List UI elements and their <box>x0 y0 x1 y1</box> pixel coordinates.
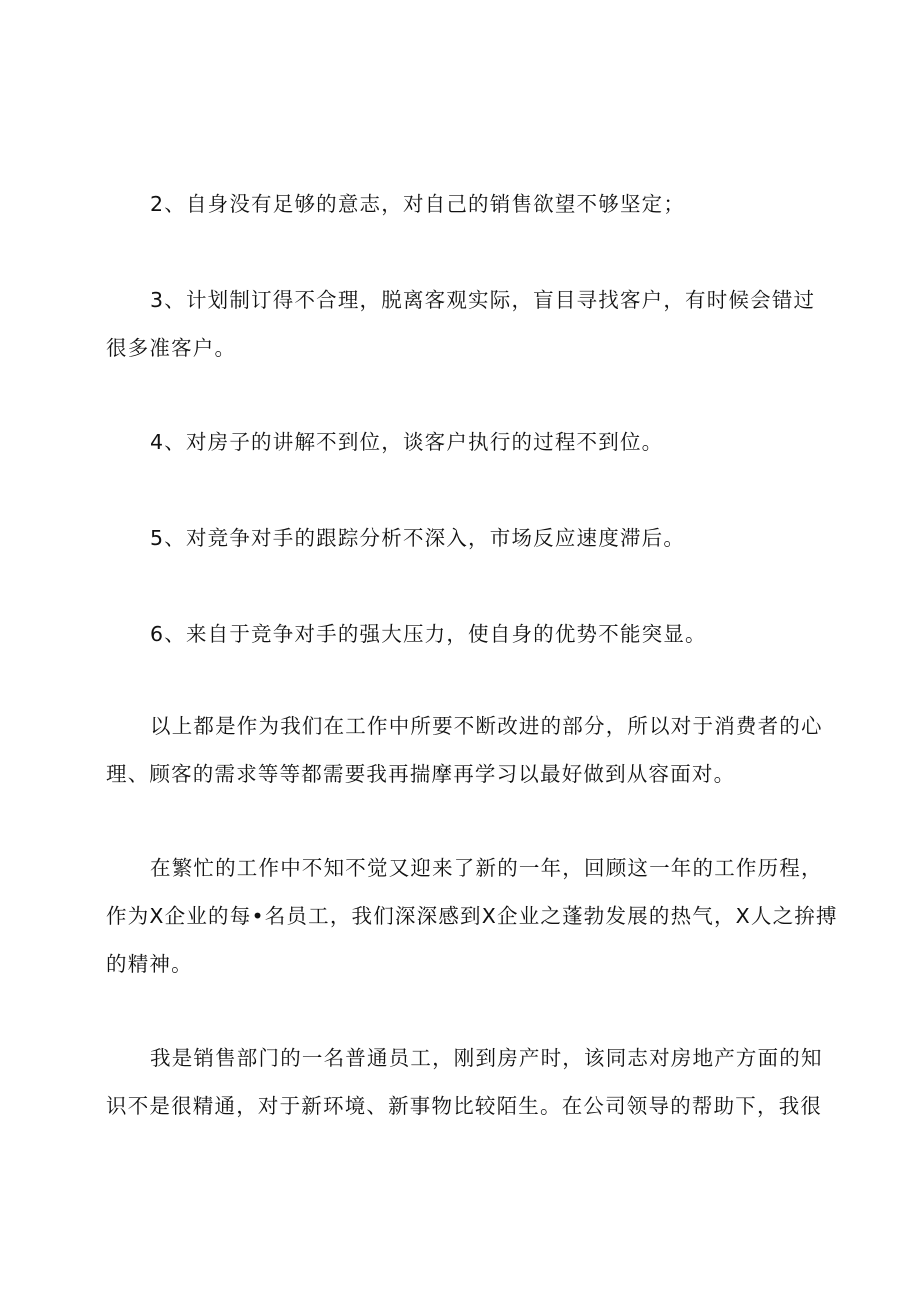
paragraph-line: 6、来自于竞争对手的强大压力，使自身的优势不能突显。 <box>150 622 707 646</box>
paragraph-line: 的精神。 <box>106 952 193 976</box>
paragraph-new-year <box>106 844 838 988</box>
paragraph-item-2 <box>150 180 685 228</box>
paragraph-line: 在繁忙的工作中不知不觉又迎来了新的一年，回顾这一年的工作历程， <box>150 856 823 880</box>
paragraph-sales-intro <box>106 1034 823 1130</box>
paragraph-summary <box>106 702 823 798</box>
paragraph-line: 2、自身没有足够的意志，对自己的销售欲望不够坚定； <box>150 192 686 216</box>
paragraph-line: 5、对竞争对手的跟踪分析不深入，市场反应速度滞后。 <box>150 526 686 550</box>
paragraph-item-6 <box>150 610 707 658</box>
paragraph-line: 3、计划制订得不合理，脱离客观实际，盲目寻找客户，有时候会错过 <box>150 288 816 312</box>
paragraph-line: 识不是很精通，对于新环境、新事物比较陌生。在公司领导的帮助下，我很 <box>106 1094 823 1118</box>
paragraph-item-5 <box>150 514 685 562</box>
paragraph-item-4 <box>150 418 663 466</box>
paragraph-line: 4、对房子的讲解不到位，谈客户执行的过程不到位。 <box>150 430 664 454</box>
paragraph-line: 理、顾客的需求等等都需要我再揣摩再学习以最好做到从容面对。 <box>106 762 736 786</box>
paragraph-item-3 <box>106 276 816 372</box>
paragraph-line: 作为X企业的每•名员工，我们深深感到X企业之蓬勃发展的热气，X人之拚搏 <box>106 904 838 928</box>
paragraph-line: 我是销售部门的一名普通员工，刚到房产时，该同志对房地产方面的知 <box>150 1046 823 1070</box>
paragraph-line: 以上都是作为我们在工作中所要不断改进的部分，所以对于消费者的心 <box>150 714 823 738</box>
paragraph-line: 很多准客户。 <box>106 336 237 360</box>
